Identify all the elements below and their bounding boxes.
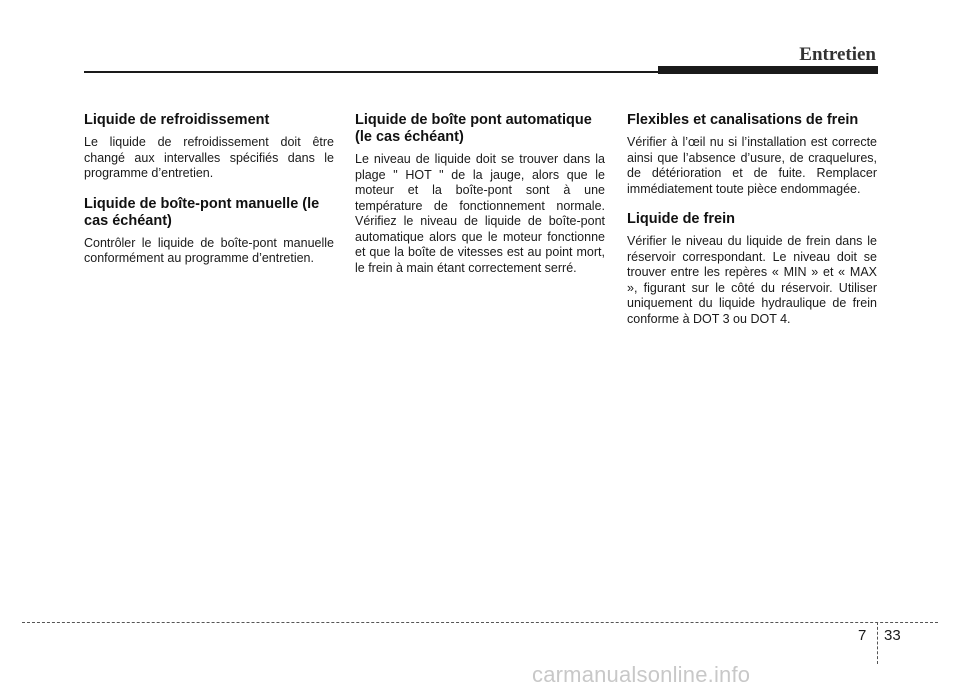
section-manual-transaxle-fluid [84,196,334,267]
page-header-title: Entretien [799,44,876,65]
page-number: 33 [884,627,901,644]
section-heading: Liquide de frein [627,211,735,227]
section-heading: Flexibles et canalisations de frein [627,112,859,128]
content-column-2 [355,112,605,290]
header-rule-accent [658,66,878,74]
chapter-number: 7 [858,627,867,644]
section-body: Le niveau de liquide doit se trouver dans la plage " HOT " de la jauge, alors que le moteur et la boîte-pont sont à une température de fonctionnement normale. Vérifiez le niveau de liquide de boîte-pont automatique alors que le moteur fonctionne et que la boîte de vitesses est au point mort, le frein à main étant correctement serré. [355,152,605,275]
watermark: carmanualsonline.info [532,662,751,687]
section-coolant [84,112,334,182]
section-body: Le liquide de refroidissement doit être changé aux intervalles spécifiés dans le programme d’entretien. [84,135,334,180]
section-heading: Liquide de boîte pont automatique (le cas échéant) [355,112,592,145]
section-body: Contrôler le liquide de boîte-pont manuelle conformément au programme d’entretien. [84,235,334,265]
section-automatic-transaxle-fluid [355,112,605,276]
section-brake-fluid [627,211,877,327]
footer-page-divider [877,622,878,664]
header-rule [84,71,664,73]
footer-dashed-rule [22,622,938,623]
section-body: Vérifier à l’œil nu si l’installation est correcte ainsi que l’absence d’usure, de craquelures, de détérioration et de fuite. Remplacer immédiatement toute pièce endommagée. [627,135,877,196]
content-column-1 [84,112,334,281]
section-heading: Liquide de refroidissement [84,112,270,128]
content-column-3 [627,112,877,341]
section-body: Vérifier le niveau du liquide de frein dans le réservoir correspondant. Le niveau doit se trouver entre les repères « MIN » et « MAX », figurant sur le côté du réservoir. Utiliser uniquement du liquide hydraulique de frein conforme à DOT 3 ou DOT 4. [627,234,877,326]
section-heading: Liquide de boîte-pont manuelle (le cas échéant) [84,195,320,229]
section-brake-hoses [627,112,877,197]
